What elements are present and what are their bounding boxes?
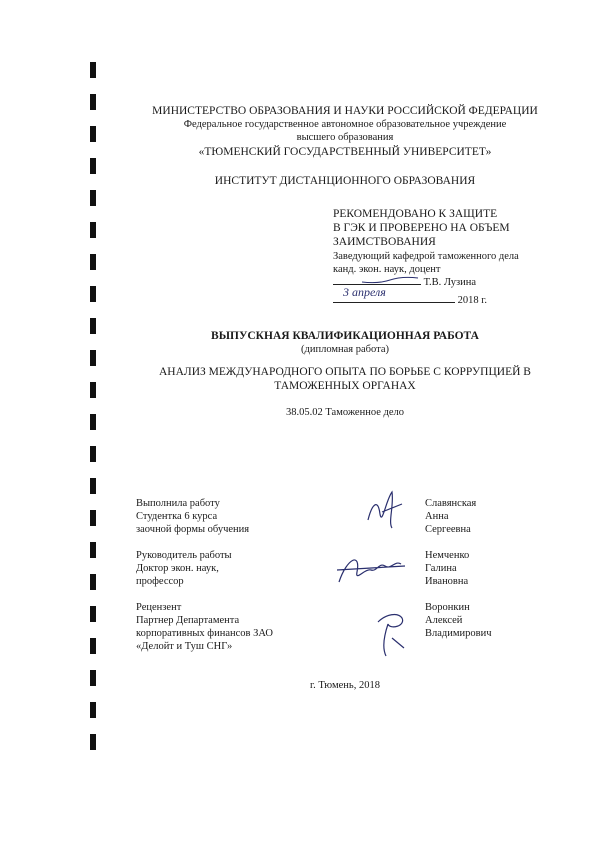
ministry-heading bbox=[100, 104, 590, 118]
signatory-name-student bbox=[425, 497, 476, 536]
role-line: Рецензент bbox=[136, 602, 182, 613]
name-line: Воронкин bbox=[425, 602, 470, 613]
name-line: Галина bbox=[425, 563, 457, 574]
role-line: Партнер Департамента bbox=[136, 615, 240, 626]
binding-mark bbox=[90, 382, 96, 398]
binding-mark bbox=[90, 62, 96, 78]
role-line: заочной формы обучения bbox=[136, 524, 250, 535]
binding-mark bbox=[90, 94, 96, 110]
binding-mark bbox=[90, 510, 96, 526]
binding-mark bbox=[90, 254, 96, 270]
approval-signer: Т.В. Лузина bbox=[423, 277, 477, 288]
specialty: 38.05.02 Таможенное дело bbox=[286, 407, 404, 418]
work-title-block bbox=[100, 365, 590, 393]
work-subtype: (дипломная работа) bbox=[301, 344, 389, 355]
approval-degree: канд. экон. наук, доцент bbox=[333, 264, 441, 275]
binding-mark bbox=[90, 286, 96, 302]
binding-mark bbox=[90, 670, 96, 686]
supervisor-signature bbox=[335, 548, 415, 588]
binding-mark bbox=[90, 542, 96, 558]
name-line: Немченко bbox=[425, 550, 470, 561]
name-line: Владимирович bbox=[425, 628, 492, 639]
work-title-line-1: АНАЛИЗ МЕЖДУНАРОДНОГО ОПЫТА ПО БОРЬБЕ С КОРРУПЦИЕЙ В bbox=[159, 366, 531, 378]
binding-mark bbox=[90, 222, 96, 238]
institute-heading bbox=[100, 174, 590, 188]
binding-mark bbox=[90, 478, 96, 494]
university-heading bbox=[100, 145, 590, 159]
reviewer-signature bbox=[372, 608, 412, 658]
role-line: Доктор экон. наук, bbox=[136, 563, 219, 574]
name-line: Ивановна bbox=[425, 576, 469, 587]
approval-line-2: В ГЭК И ПРОВЕРЕНО НА ОБЪЕМ bbox=[333, 222, 510, 234]
signatory-name-supervisor bbox=[425, 549, 469, 588]
role-line: «Делойт и Туш СНГ» bbox=[136, 641, 233, 652]
approval-year: 2018 г. bbox=[457, 295, 487, 306]
binding-mark bbox=[90, 734, 96, 750]
signatory-role-student bbox=[136, 497, 249, 536]
binding-mark bbox=[90, 638, 96, 654]
name-line: Сергеевна bbox=[425, 524, 471, 535]
binding-mark bbox=[90, 158, 96, 174]
approval-signature-scribble bbox=[360, 272, 420, 286]
signatory-role-reviewer bbox=[136, 601, 273, 653]
work-type: ВЫПУСКНАЯ КВАЛИФИКАЦИОННАЯ РАБОТА bbox=[211, 330, 479, 342]
ministry-name: МИНИСТЕРСТВО ОБРАЗОВАНИЯ И НАУКИ РОССИЙСКОЙ ФЕДЕРАЦИИ bbox=[152, 105, 538, 117]
binding-mark bbox=[90, 126, 96, 142]
approval-position: Заведующий кафедрой таможенного дела bbox=[333, 251, 519, 262]
signatory-name-reviewer bbox=[425, 601, 492, 640]
binding-mark bbox=[90, 702, 96, 718]
role-line: Выполнила работу bbox=[136, 498, 220, 509]
student-signature bbox=[362, 484, 412, 534]
binding-mark bbox=[90, 318, 96, 334]
handwritten-date: 3 апреля bbox=[343, 285, 386, 299]
name-line: Анна bbox=[425, 511, 449, 522]
role-line: профессор bbox=[136, 576, 184, 587]
binding-mark bbox=[90, 414, 96, 430]
binding-mark bbox=[90, 446, 96, 462]
work-title-line-2: ТАМОЖЕННЫХ ОРГАНАХ bbox=[274, 380, 416, 392]
binding-marks bbox=[90, 62, 98, 762]
institution-line-1: Федеральное государственное автономное образовательное учреждение bbox=[183, 119, 507, 130]
institution-line-2: высшего образования bbox=[296, 132, 394, 143]
date-line bbox=[333, 285, 455, 303]
binding-mark bbox=[90, 350, 96, 366]
binding-mark bbox=[90, 574, 96, 590]
role-line: корпоративных финансов ЗАО bbox=[136, 628, 274, 639]
approval-date-row bbox=[333, 285, 519, 306]
role-line: Студентка 6 курса bbox=[136, 511, 218, 522]
work-type-heading bbox=[100, 329, 590, 356]
city-year: г. Тюмень, 2018 bbox=[310, 680, 380, 691]
signatory-role-supervisor bbox=[136, 549, 232, 588]
approval-line-1: РЕКОМЕНДОВАНО К ЗАЩИТЕ bbox=[333, 208, 498, 220]
binding-mark bbox=[90, 606, 96, 622]
footer bbox=[100, 679, 590, 692]
institution-block bbox=[100, 118, 590, 144]
approval-block bbox=[333, 207, 519, 304]
institute-name: ИНСТИТУТ ДИСТАНЦИОННОГО ОБРАЗОВАНИЯ bbox=[214, 175, 476, 187]
role-line: Руководитель работы bbox=[136, 550, 232, 561]
university-name: «ТЮМЕНСКИЙ ГОСУДАРСТВЕННЫЙ УНИВЕРСИТЕТ» bbox=[198, 146, 492, 158]
name-line: Алексей bbox=[425, 615, 463, 626]
binding-mark bbox=[90, 190, 96, 206]
specialty-block bbox=[100, 406, 590, 419]
name-line: Славянская bbox=[425, 498, 477, 509]
approval-line-3: ЗАИМСТВОВАНИЯ bbox=[333, 236, 436, 248]
